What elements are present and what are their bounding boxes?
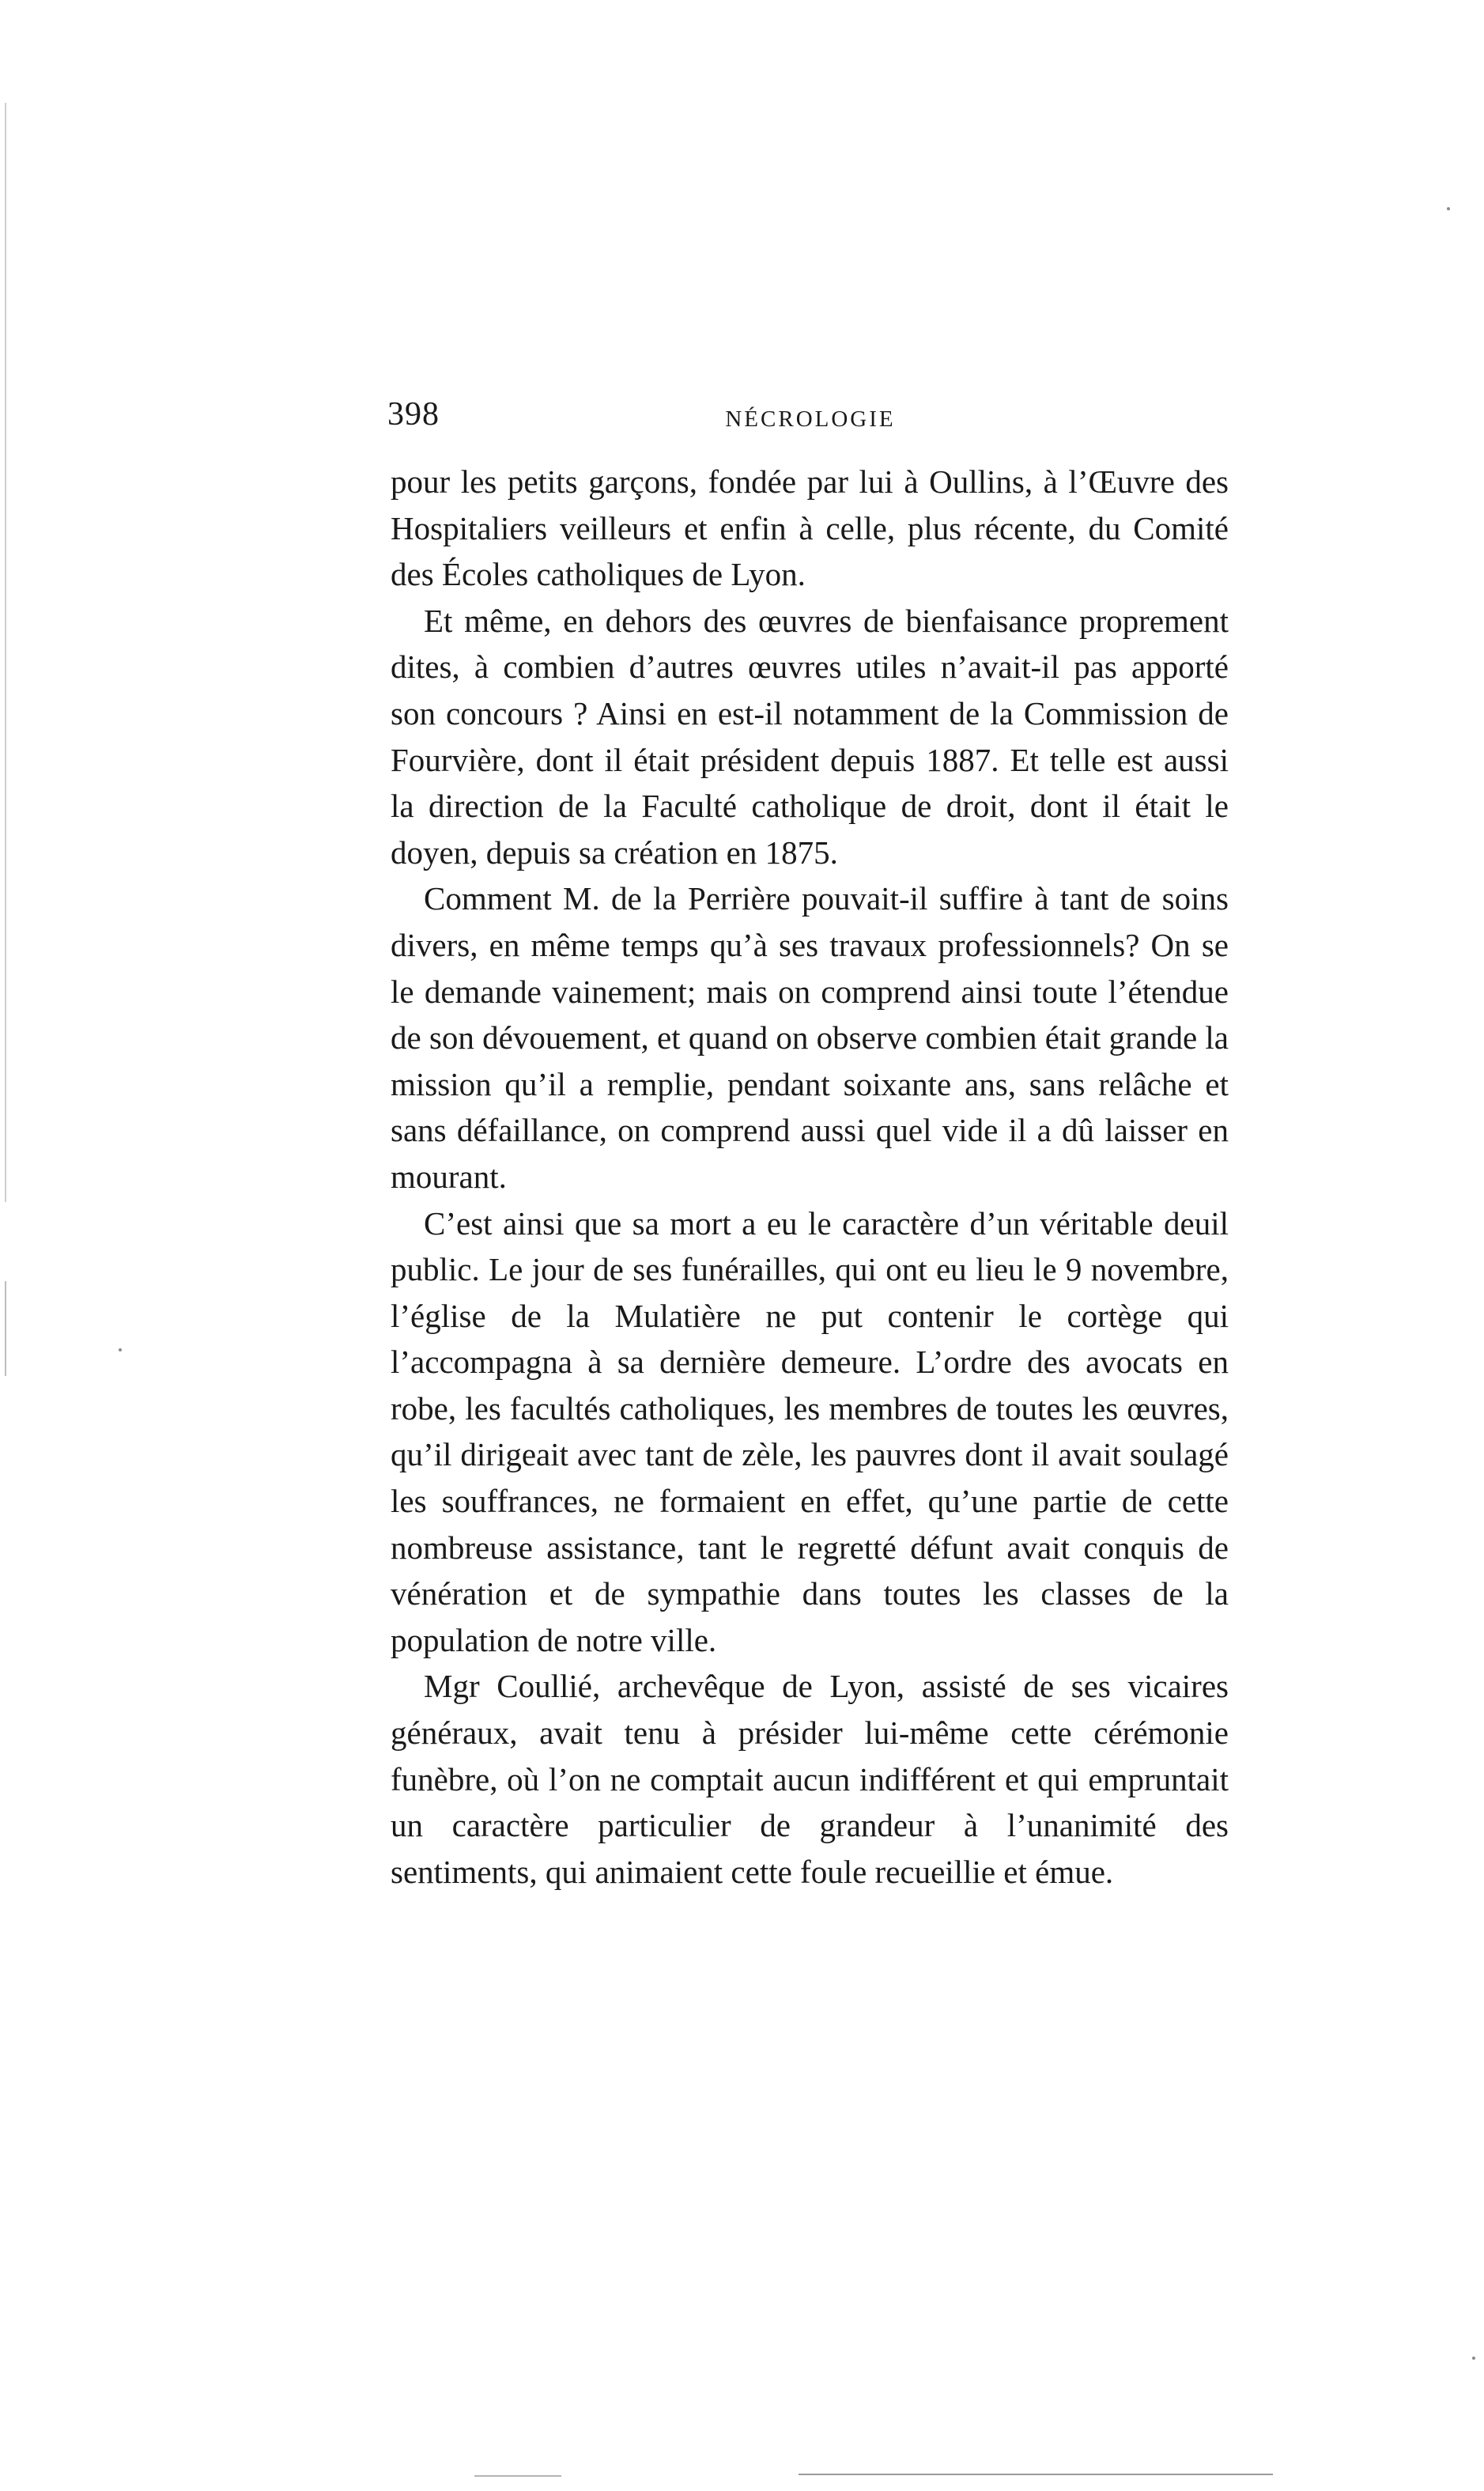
running-title: NÉCROLOGIE [725,406,896,432]
scan-speck [119,1348,122,1351]
paragraph: pour les petits garçons, fondée par lui à Oullins, à l’Œuvre des Hospitaliers veilleurs et enfin à celle, plus récente, du Comité des Écoles catholiques de Lyon. [391,463,1229,593]
scan-margin-line [5,1281,6,1376]
scan-bottom-rule [799,2474,1273,2475]
paragraph: Comment M. de la Perrière pouvait-il suffire à tant de soins divers, en même temps qu’à ses travaux professionnels? On se le demande vainement; mais on comprend ainsi toute l’étendue de son dévouement, et quand on observe combien était grande la mission qu’il a remplie, pendant soixante ans, sans relâche et sans défaillance, on comprend aussi quel vide il a dû laisser en mourant. [391,880,1229,1195]
scan-speck [1447,207,1450,210]
page-header [387,395,1233,443]
paragraph: Et même, en dehors des œuvres de bienfaisance proprement dites, à combien d’autres œuvres utiles n’avait-il pas apporté son concours ? Ainsi en est-il notamment de la Commission de Fourvière, dont il était président depuis 1887. Et telle est aussi la direction de la Faculté catholique de droit, dont il était le doyen, depuis sa création en 1875. [391,602,1229,871]
body-text [391,459,1229,1895]
scan-speck [1472,2357,1475,2360]
paragraph: Mgr Coullié, archevêque de Lyon, assisté de ses vicaires généraux, avait tenu à présider lui-même cette cérémonie funèbre, où l’on ne comptait aucun indifférent et qui empruntait un caractère particulier de grandeur à l’unanimité des sentiments, qui animaient cette foule recueillie et émue. [391,1668,1229,1890]
paragraph: C’est ainsi que sa mort a eu le caractère d’un véritable deuil public. Le jour de ses funérailles, qui ont eu lieu le 9 novembre, l’église de la Mulatière ne put contenir le cortège qui l’accompagna à sa dernière demeure. L’ordre des avocats en robe, les facultés catholiques, les membres de toutes les œuvres, qu’il dirigeait avec tant de zèle, les pauvres dont il avait soulagé les souffrances, ne formaient en effet, qu’une partie de cette nombreuse assistance, tant le regretté défunt avait conquis de vénération et de sympathie dans toutes les classes de la population de notre ville. [391,1204,1229,1658]
scan-margin-line [5,103,6,1202]
scan-bottom-rule [474,2475,561,2477]
page-number: 398 [387,396,440,433]
